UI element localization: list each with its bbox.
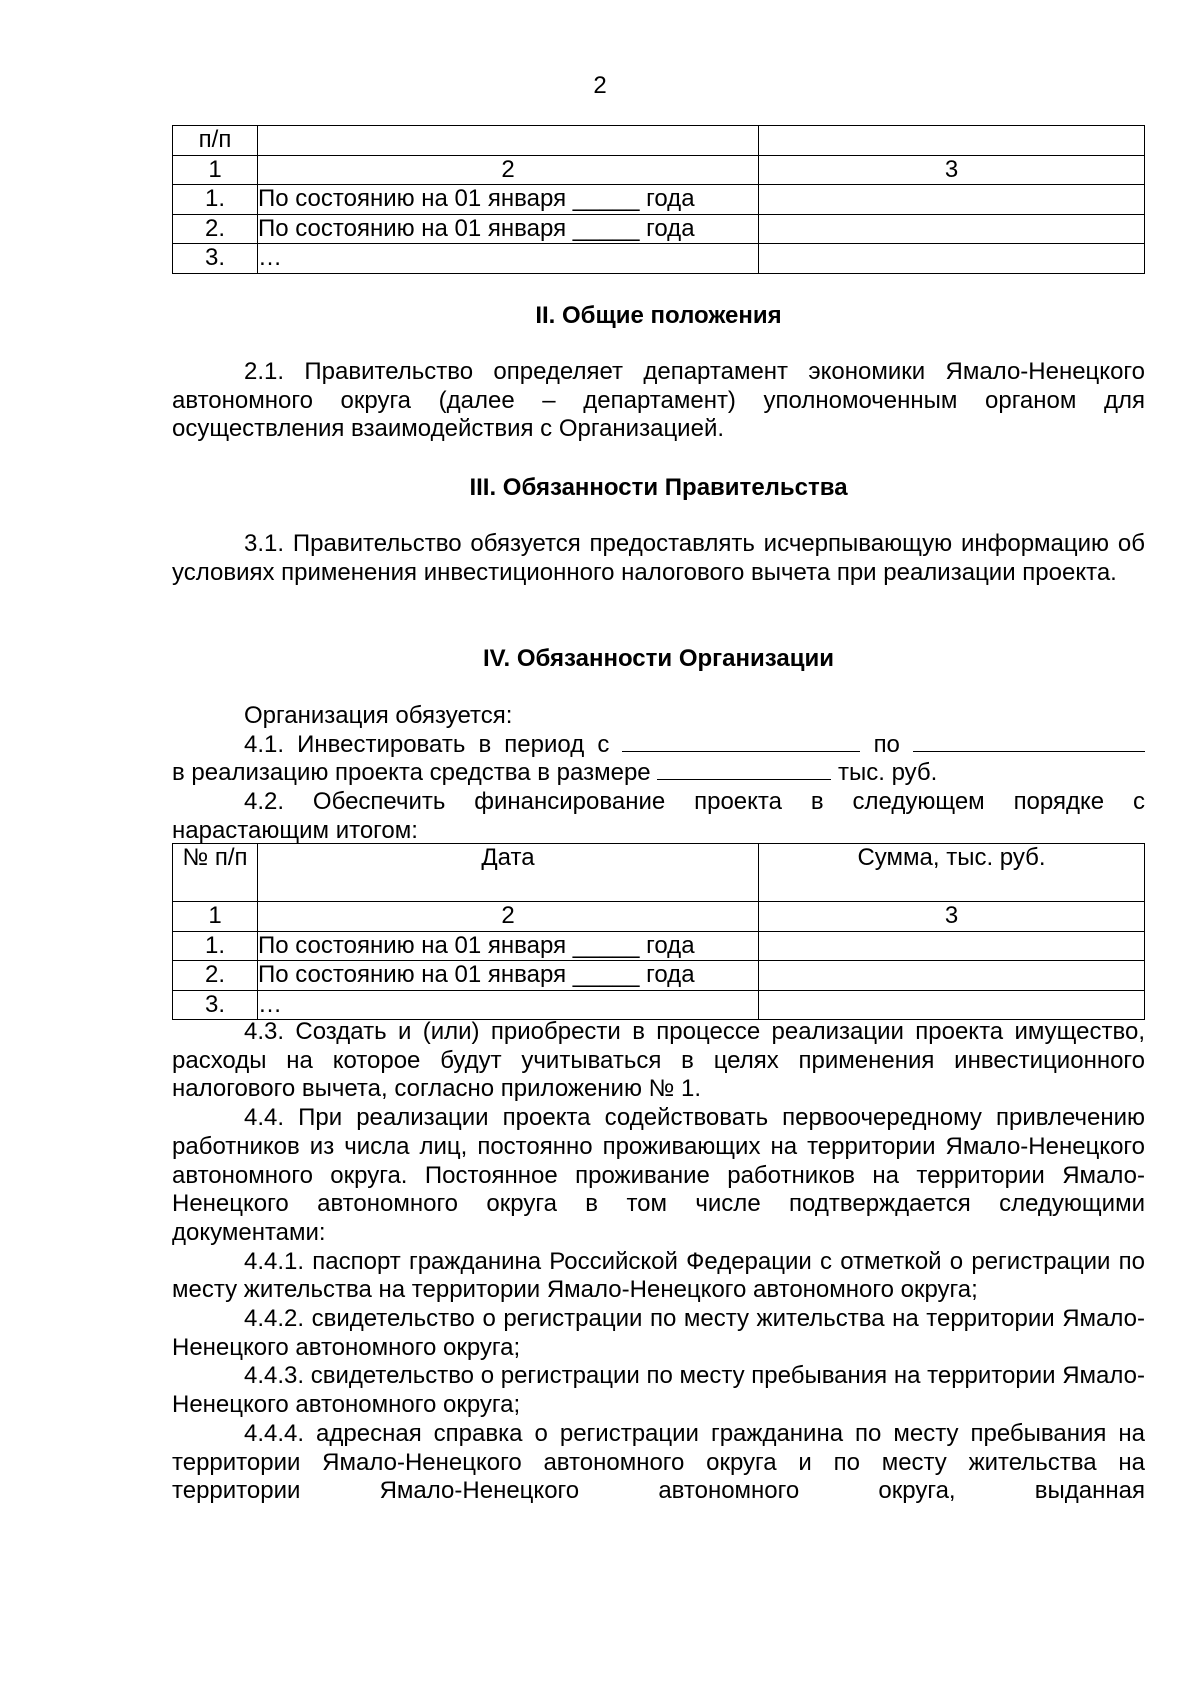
table-cell: 2 [258,902,759,932]
paragraph-4-intro: Организация обязуется: [244,702,513,729]
table-cell [759,185,1145,215]
table-cell: … [258,990,759,1020]
text-span: 4.1. Инвестировать в период с [244,730,610,758]
financing-schedule-table [172,843,1145,1020]
table-cell [759,931,1145,961]
table-cell: По состоянию на 01 января _____ года [258,214,759,244]
table-cell: По состоянию на 01 января _____ года [258,961,759,991]
paragraph-3-1: 3.1. Правительство обязуется предоставлять исчерпывающую информацию об условиях применения инвестиционного налогового вычета при реализации проекта. [172,530,1145,586]
section-2-title: II. Общие положения [535,302,782,329]
page-number: 2 [593,72,607,99]
column-header-number: № п/п [173,844,258,902]
section-4-title: IV. Обязанности Организации [483,645,834,672]
paragraph-2-1: 2.1. Правительство определяет департамент экономики Ямало-Ненецкого автономного округа (далее – департамент) уполномоченным органом для осуществления взаимодействия с Организацией. [172,358,1145,443]
section-4-continued [172,1018,1145,1506]
table-header-row [173,844,1145,902]
paragraph-4-2: 4.2. Обеспечить финансирование проекта в следующем порядке с нарастающим итогом: [172,788,1145,844]
table-cell: 2. [173,214,258,244]
table-cell [759,244,1145,274]
table-row [173,126,1145,156]
table-row [173,931,1145,961]
table-cell: … [258,244,759,274]
table-row [173,185,1145,215]
table-cell: По состоянию на 01 января _____ года [258,185,759,215]
text-span: в реализацию проекта средства в размере [172,759,651,787]
table-cell [759,990,1145,1020]
paragraph-4-4-3: 4.4.3. свидетельство о регистрации по месту пребывания на территории Ямало-Ненецкого автономного округа; [172,1362,1145,1419]
paragraph-4-4-1: 4.4.1. паспорт гражданина Российской Федерации с отметкой о регистрации по месту жительства на территории Ямало-Ненецкого автономного округа; [172,1247,1145,1304]
blank-line [657,759,831,780]
table-cell: 3 [759,155,1145,185]
table-cell: 2. [173,961,258,991]
table-cell: 2 [258,155,759,185]
table-row [173,244,1145,274]
table-cell: 3. [173,990,258,1020]
table-cell [759,961,1145,991]
section-3-title: III. Обязанности Правительства [469,474,848,501]
text-span: по [873,730,900,758]
table-cell: 1 [173,155,258,185]
paragraph-4-1-line1 [172,731,1145,760]
paragraph-4-4-4: 4.4.4. адресная справка о регистрации гражданина по месту пребывания на территории Ямало-Ненецкого автономного округа и по месту жительства на территории Ямало-Ненецкого автономного округа, выданная [172,1419,1145,1505]
section-4-body [172,702,1145,846]
table-cell: 3 [759,902,1145,932]
paragraph-4-4-2: 4.4.2. свидетельство о регистрации по месту жительства на территории Ямало-Ненецкого автономного округа; [172,1305,1145,1361]
column-header-date: Дата [258,844,759,902]
table-row [173,961,1145,991]
blank-line [913,731,1145,752]
table-cell: 1 [173,902,258,932]
paragraph-4-4: 4.4. При реализации проекта содействовать первоочередному привлечению работников из числа лиц, постоянно проживающих на территории Ямало-Ненецкого автономного округа. Постоянное проживание работников на территории Ямало-Ненецкого автономного округа в том числе подтверждается следующими документами: [172,1104,1145,1246]
paragraph-4-3: 4.3. Создать и (или) приобрести в процессе реализации проекта имущество, расходы на которое будут учитываться в целях применения инвестиционного налогового вычета, согласно приложению № 1. [172,1018,1145,1103]
table-cell: 3. [173,244,258,274]
table-row [173,990,1145,1020]
table-cell [759,126,1145,156]
table-cell: 1. [173,931,258,961]
table-cell [759,214,1145,244]
table-cell: 1. [173,185,258,215]
blank-line [622,731,860,752]
table-cell [258,126,759,156]
paragraph-4-1-line2 [172,759,1145,788]
table-cell: По состоянию на 01 января _____ года [258,931,759,961]
table-row [173,214,1145,244]
column-header-amount: Сумма, тыс. руб. [759,844,1145,902]
table-cell: п/п [173,126,258,156]
schedule-table-1 [172,125,1145,274]
table-row [173,155,1145,185]
table-row [173,902,1145,932]
text-span: тыс. руб. [837,759,938,787]
